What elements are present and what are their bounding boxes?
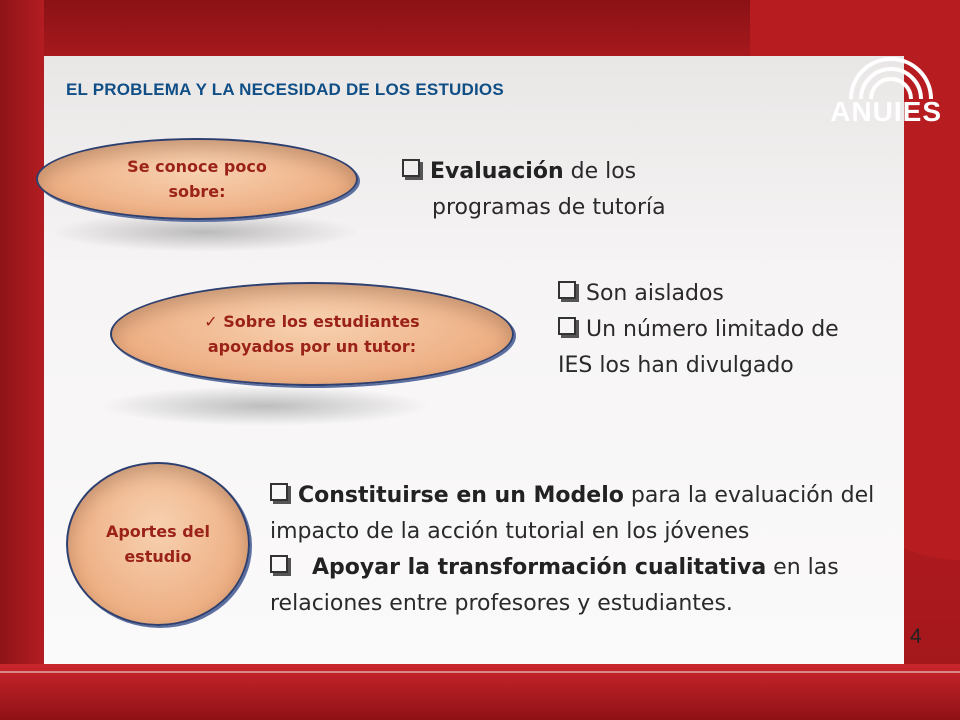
- left-frame: [0, 0, 44, 720]
- pill-line: Aportes del: [105, 522, 211, 541]
- pill-line: sobre:: [168, 182, 226, 201]
- checkbox-bullet-icon: [270, 483, 288, 501]
- pill-shadow: [100, 386, 430, 426]
- checkbox-bullet-icon: [558, 317, 576, 335]
- pill-line: estudio: [124, 547, 192, 566]
- text-block-evaluacion: [402, 154, 666, 226]
- check-icon: ✓: [204, 312, 218, 331]
- page-title: EL PROBLEMA Y LA NECESIDAD DE LOS ESTUDIOS: [66, 80, 504, 99]
- text: programas de tutoría: [432, 195, 666, 220]
- page-number: 4: [910, 625, 922, 648]
- logo-text: ANUIES: [830, 96, 942, 127]
- pill-line: apoyados por un tutor:: [207, 337, 417, 356]
- pill-aportes: [66, 462, 250, 626]
- pill-sobre-estudiantes: [110, 282, 514, 386]
- text: Son aislados: [586, 281, 724, 306]
- pill-line: Se conoce poco: [127, 157, 267, 176]
- bold-text: Constituirse en un Modelo: [298, 483, 624, 508]
- checkbox-bullet-icon: [558, 281, 576, 299]
- text: de los: [563, 159, 637, 184]
- text: Un número limitado de: [586, 317, 839, 342]
- checkbox-bullet-icon: [402, 159, 420, 177]
- text-block-aportes: [270, 478, 874, 622]
- pill-line: Sobre los estudiantes: [223, 312, 420, 331]
- text: IES los han divulgado: [558, 353, 794, 378]
- bottom-divider: [0, 671, 960, 673]
- text: impacto de la acción tutorial en los jóvenes: [270, 519, 750, 544]
- text: relaciones entre profesores y estudiantes.: [270, 591, 733, 616]
- pill-se-conoce-poco: [36, 138, 358, 220]
- bold-text: Evaluación: [430, 159, 564, 184]
- text: para la evaluación del: [623, 483, 875, 508]
- checkbox-bullet-icon: [270, 555, 288, 573]
- bold-text: Apoyar la transformación cualitativa: [312, 555, 767, 580]
- text: en las: [766, 555, 839, 580]
- text-block-aislados: [558, 276, 839, 384]
